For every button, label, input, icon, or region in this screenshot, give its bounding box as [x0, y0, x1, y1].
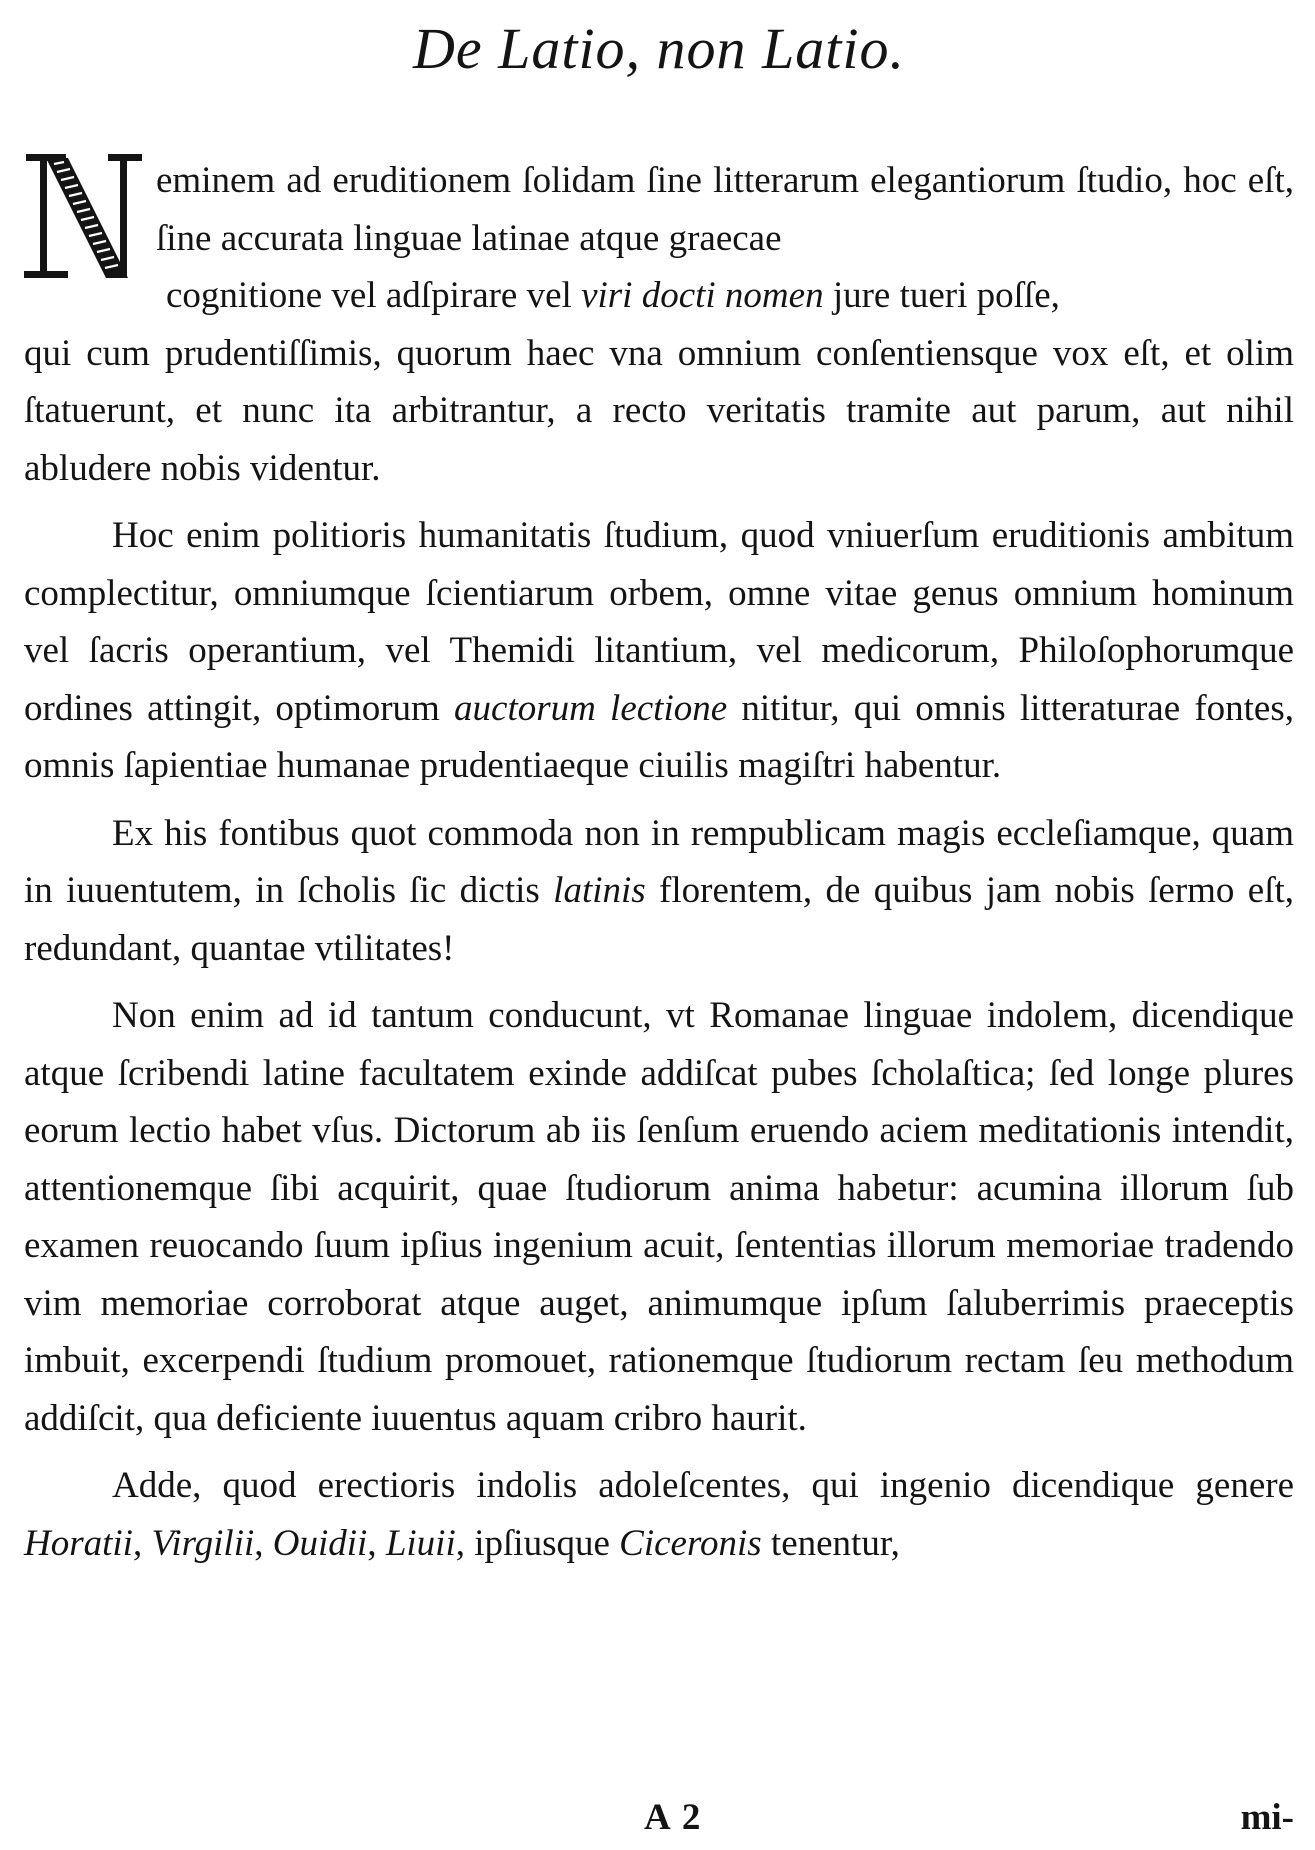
p5-name-horatius: Horatii [24, 1522, 133, 1564]
p1-line3: cognitione vel adſpirare vel viri docti nomen jure tueri poſſe, [166, 275, 1060, 316]
p5-name-ouidius: Ouidii [272, 1522, 368, 1564]
paragraph-1 [24, 152, 1294, 497]
page-title: De Latio, non Latio. [412, 16, 906, 81]
p3-emphasis: latinis [553, 870, 646, 911]
p2-emphasis: auctorum lectione [454, 687, 728, 729]
paragraph-3: Ex his fontibus quot commoda non in rempublicam magis eccleſiamque, quam in iuuentutem, in ſcholis ſic dictis latinis florentem, de quibus jam nobis ſermo eſt, redundant, quantae vtilitates! [24, 812, 1295, 969]
paragraph-2: Hoc enim politioris humanitatis ſtudium, quod vniuerſum eruditionis ambitum complectitur, omniumque ſcientiarum orbem, omne vitae genus omnium hominum vel ſacris operantium, vel Themidi litantium, vel medicorum, Philoſophorumque ordines attingit, optimorum auctorum lectione nititur, qui omnis litteraturae fontes, omnis ſapientiae humanae prudentiaeque ciuilis magiſtri habentur. [24, 515, 1294, 786]
book-page [24, 0, 1294, 1850]
p1-line2: ſtudio, hoc eſt, ſine accurata linguae latinae atque graecae [156, 160, 1295, 259]
drop-cap-ornament [24, 152, 144, 280]
p5-name-virgilius: Virgilii [151, 1522, 255, 1564]
p1-line1: eminem ad eruditionem ſolidam ſine litterarum elegantiorum [156, 160, 1066, 201]
catchword: mi- [1240, 1797, 1294, 1838]
paragraph-5: Adde, quod erectioris indolis adoleſcentes, qui ingenio dicendique genere Horatii, Virgilii, Ouidii, Liuii, ipſiusque Ciceronis tenentur, [24, 1465, 1294, 1564]
body-text [24, 152, 1294, 1572]
p1-rest: qui cum prudentiſſimis, quorum haec vna omnium conſentiensque vox eſt, et olim ſtatuerunt, et nunc ita arbitrantur, a recto veritatis tramite aut parum, aut nihil abludere nobis videntur. [24, 332, 1294, 489]
ornamental-n-icon [24, 152, 144, 280]
signature-mark: A 2 [644, 1797, 703, 1838]
p5-name-liuius: Liuii [385, 1522, 456, 1564]
p5-name-cicero: Ciceronis [619, 1522, 762, 1564]
p1-emphasis: viri docti nomen [581, 275, 824, 316]
page-footer [24, 1790, 1294, 1846]
paragraph-4: Non enim ad id tantum conducunt, vt Romanae linguae indolem, dicendique atque ſcribendi latine facultatem exinde addiſcat pubes ſcholaſtica; ſed longe plures eorum lectio habet vſus. Dictorum ab iis ſenſum eruendo aciem meditationis intendit, attentionemque ſibi acquirit, quae ſtudiorum anima habetur: acumina illorum ſub examen reuocando ſuum ipſius ingenium acuit, ſententias illorum memoriae tradendo vim memoriae corroborat atque auget, animumque ipſum ſaluberrimis praeceptis imbuit, excerpendi ſtudium promouet, rationemque ſtudiorum rectam ſeu methodum addiſcit, qua deficiente iuuentus aquam cribro haurit. [24, 995, 1294, 1439]
